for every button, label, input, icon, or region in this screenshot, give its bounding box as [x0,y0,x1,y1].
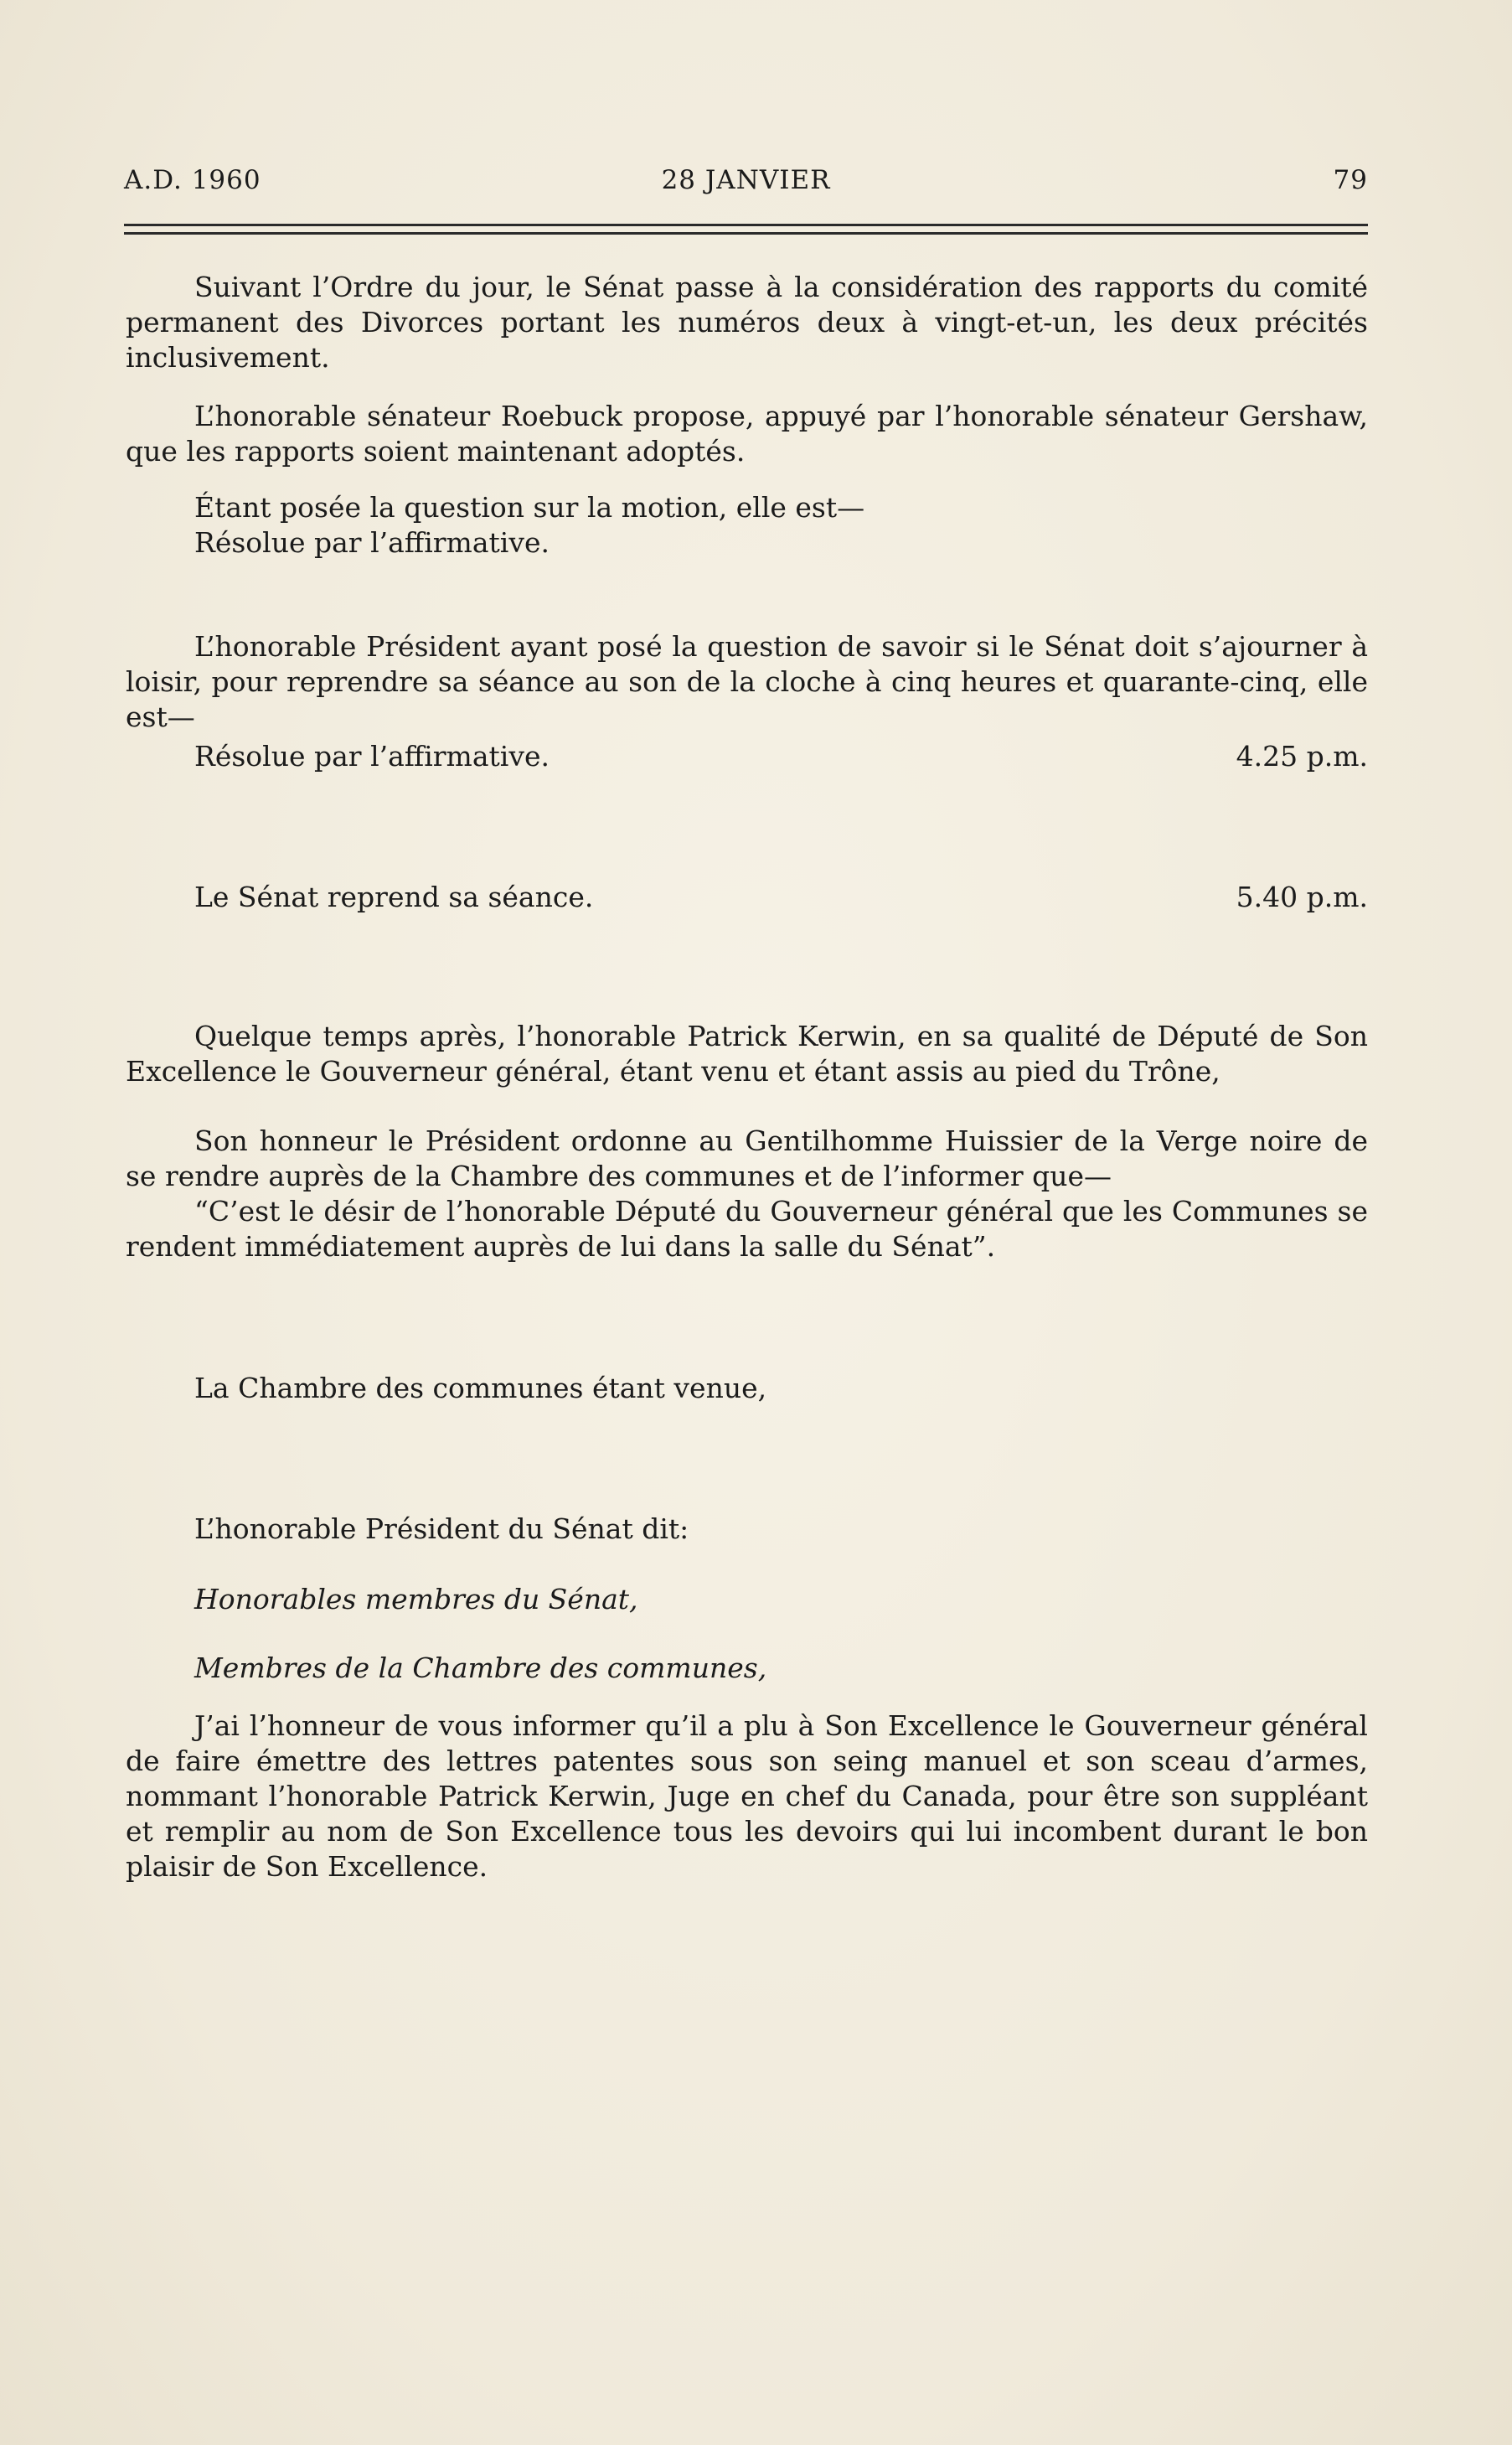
page-number: 79 [1333,165,1368,195]
header-date: A.D. 1960 [124,165,261,195]
paragraph-ordre-du-jour: Suivant l’Ordre du jour, le Sénat passe à la considération des rapports du comité permanent des Divorces portant les numéros deux à vingt-et-un, les deux précités inclusivement. [126,271,1368,374]
paragraph-letters-patent: J’ai l’honneur de vous informer qu’il a plu à Son Excellence le Gouverneur général de faire émettre des lettres patentes sous son seing manuel et son sceau d’armes, nommant l’honorable Patrick Kerwin, Juge en chef du Canada, pour être son suppléant et remplir au nom de Son Excellence tous les devoirs qui lui incombent durant le bon plaisir de Son Excellence. [126,1709,1368,1883]
paragraph-adjournment: L’honorable Président ayant posé la question de savoir si le Sénat doit s’ajourner à loisir, pour reprendre sa séance au son de la cloche à cinq heures et quarante-cinq, elle est— [126,630,1368,733]
question-posed-line: Étant posée la question sur la motion, elle est— [194,491,865,524]
header-rule-top [124,224,1368,226]
header-rule-bottom [124,232,1368,235]
adjournment-time: 4.25 p.m. [1236,740,1368,773]
paragraph-black-rod: Son honneur le Président ordonne au Gentilhomme Huissier de la Verge noire de se rendre auprès de la Chambre des communes et de l’informer que— [126,1124,1368,1192]
adjournment-resolution-text: Résolue par l’affirmative. [194,740,550,773]
page-header [124,165,1368,200]
header-title: 28 JANVIER [661,165,831,195]
paragraph-motion: L’honorable sénateur Roebuck propose, appuyé par l’honorable sénateur Gershaw, que les rapports soient maintenant adoptés. [126,400,1368,468]
paragraph-message: “C’est le désir de l’honorable Député du Gouverneur général que les Communes se rendent immédiatement auprès de lui dans la salle du Sénat”. [126,1195,1368,1263]
sitting-resumed [126,880,1368,915]
salutation-senators: Honorables membres du Sénat, [194,1583,638,1615]
adjournment-resolution [126,739,1368,774]
resolution-line: Résolue par l’affirmative. [194,526,550,559]
paragraph-commons-arrived: La Chambre des communes étant venue, [194,1372,767,1404]
paragraph-speaker-says: L’honorable Président du Sénat dit: [194,1512,689,1545]
salutation-commons: Membres de la Chambre des communes, [194,1652,767,1684]
sitting-resumed-time: 5.40 p.m. [1236,881,1368,913]
sitting-resumed-text: Le Sénat reprend sa séance. [194,881,594,913]
paragraph-deputy-arrival: Quelque temps après, l’honorable Patrick Kerwin, en sa qualité de Député de Son Excellence le Gouverneur général, étant venu et étant assis au pied du Trône, [126,1020,1368,1088]
